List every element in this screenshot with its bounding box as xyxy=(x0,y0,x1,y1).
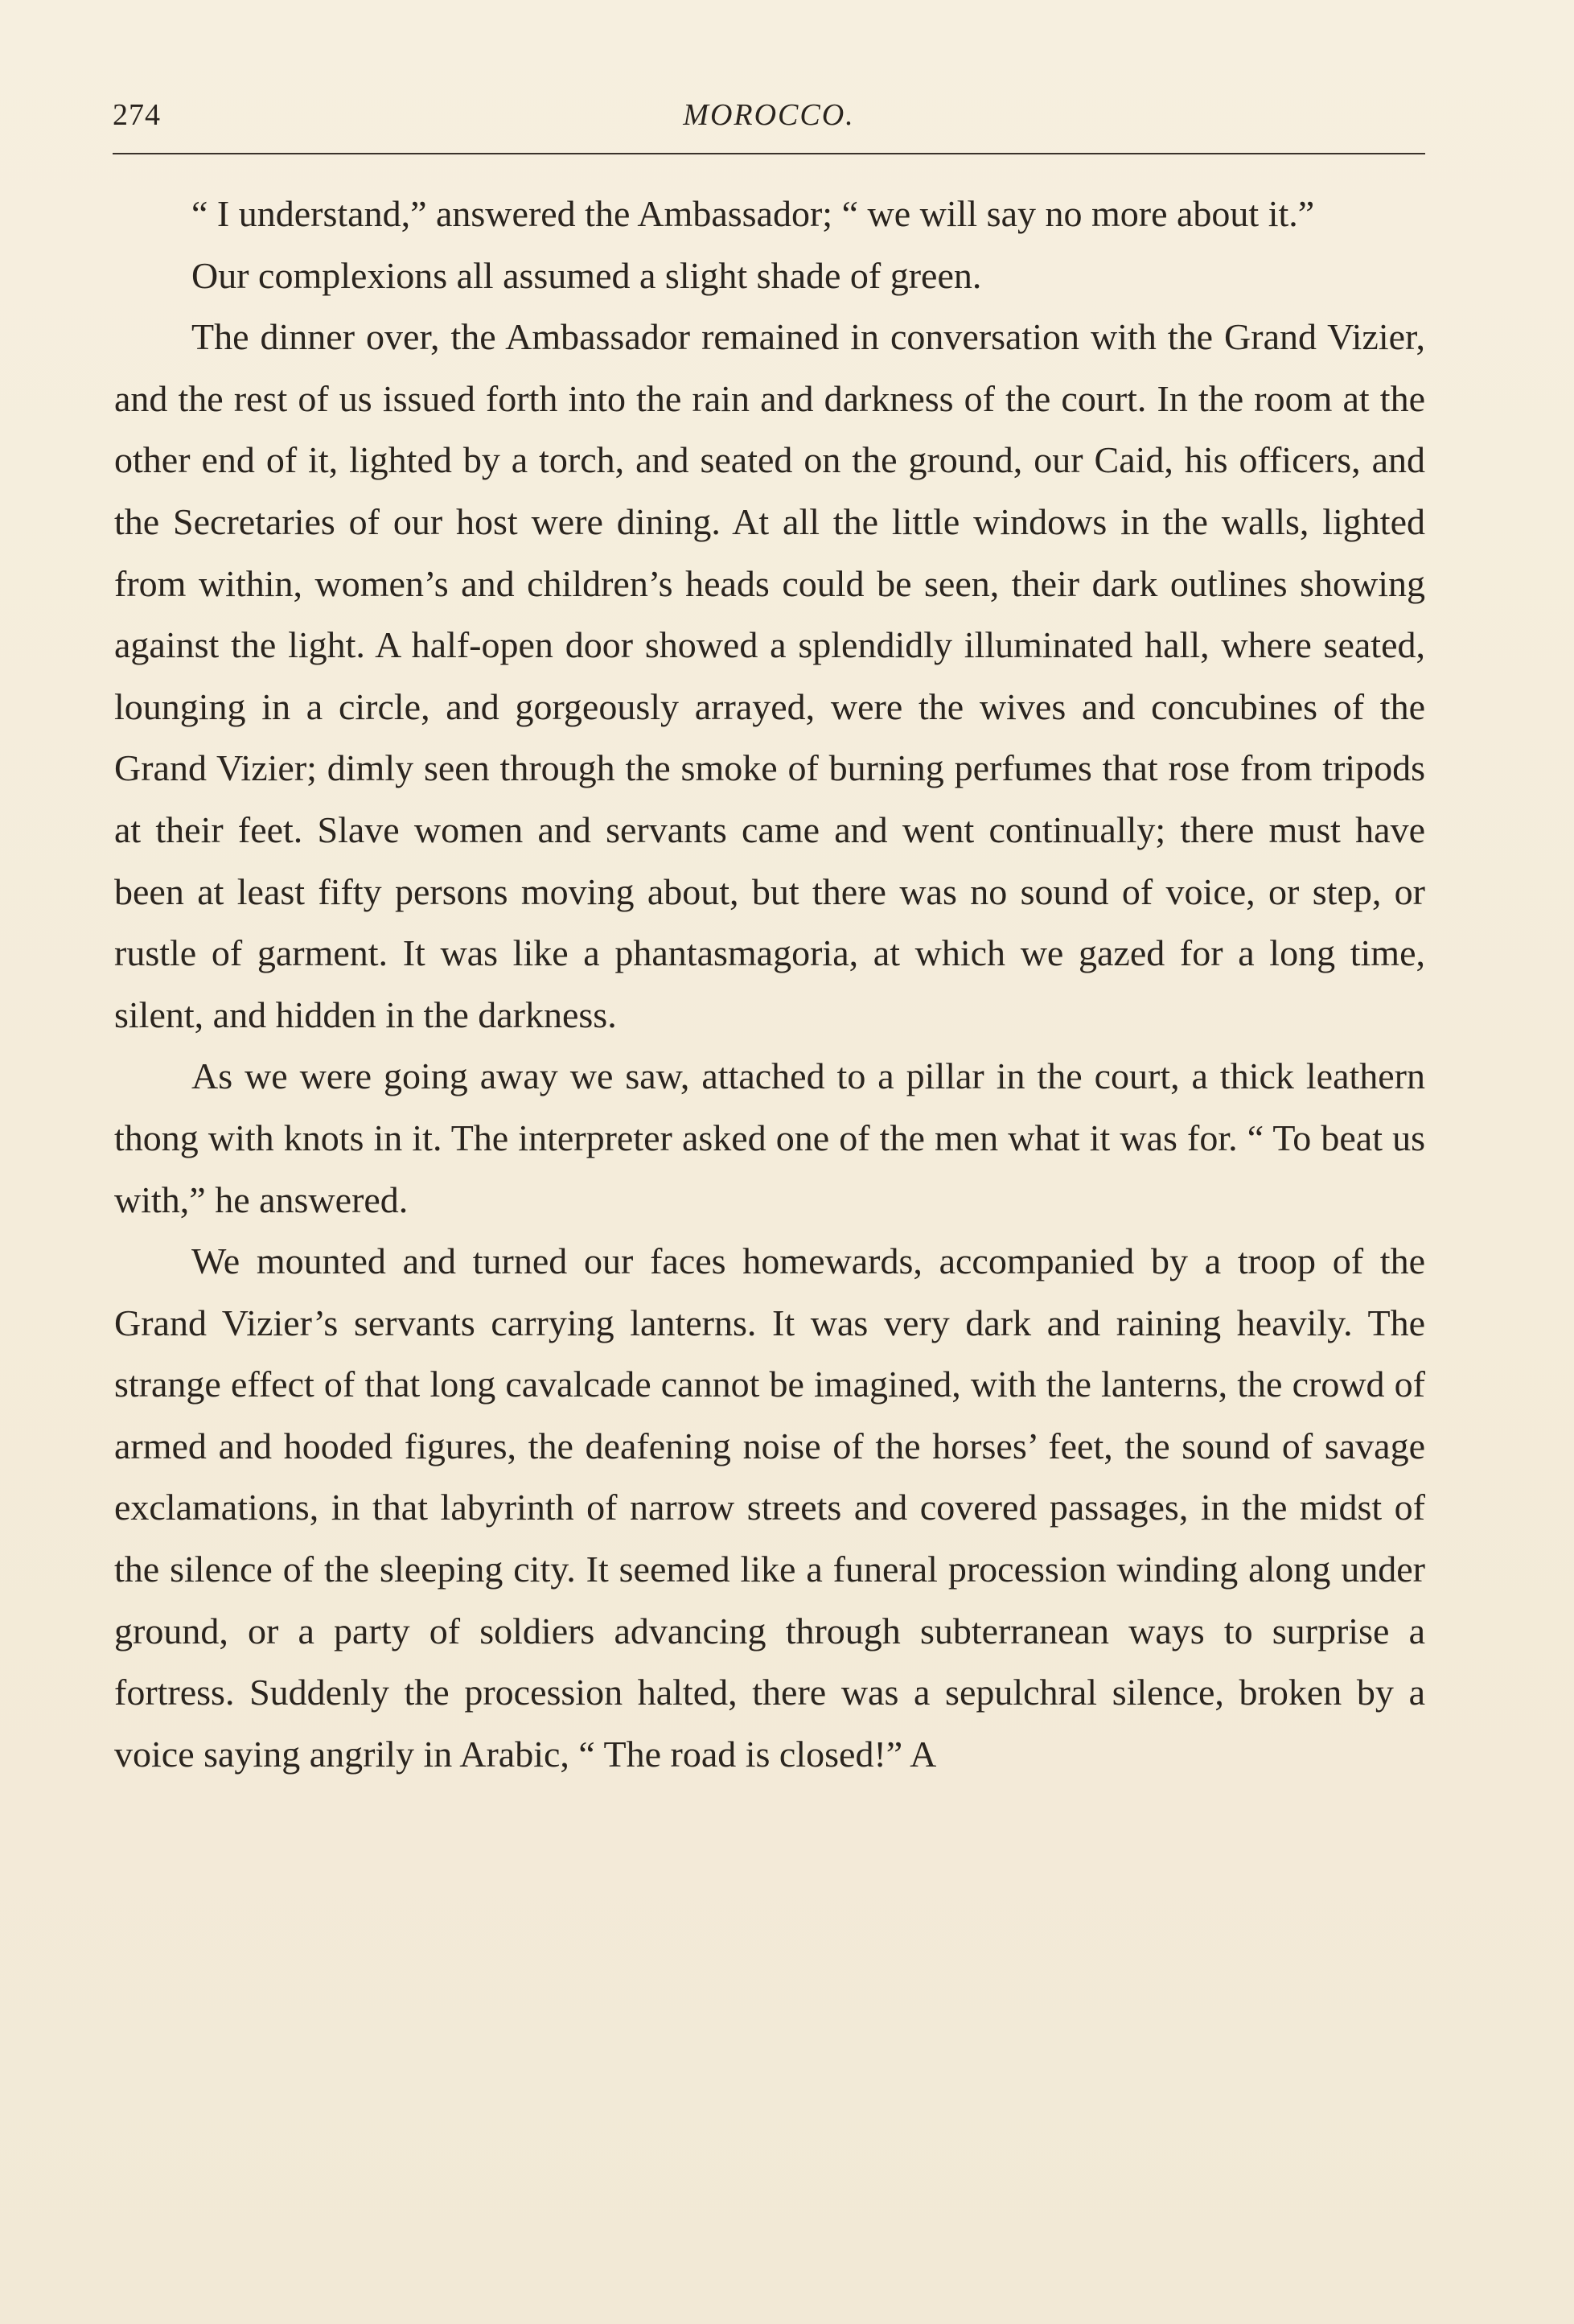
running-title: MOROCCO. xyxy=(683,98,855,132)
body-text xyxy=(114,183,1425,1785)
paragraph: We mounted and turned our faces homewards, accompanied by a troop of the Grand Vizier’s servants carrying lanterns. It was very dark and raining heavily. The strange effect of that long cavalcade cannot be imagined, with the lanterns, the crowd of armed and hooded figures, the deafening noise of the horses’ feet, the sound of savage exclamations, in that labyrinth of narrow streets and covered passages, in the midst of the silence of the sleeping city. It seemed like a funeral procession winding along under ground, or a party of soldiers advancing through subterranean ways to surprise a fortress. Suddenly the procession halted, there was a sepulchral silence, broken by a voice saying angrily in Arabic, “ The road is closed!” A xyxy=(114,1240,1425,1775)
paragraph: As we were going away we saw, attached to a pillar in the court, a thick leathern thong with knots in it. The interpreter asked one of the men what it was for. “ To beat us with,” he answered. xyxy=(114,1055,1425,1220)
page-number: 274 xyxy=(113,98,161,132)
paragraph: The dinner over, the Ambassador remained in conversation with the Grand Vizier, and the rest of us issued forth into the rain and darkness of the court. In the room at the other end of it, lighted by a torch, and seated on the ground, our Caid, his officers, and the Secretaries of our host were dining. At all the little windows in the walls, lighted from within, women’s and children’s heads could be seen, their dark outlines showing against the light. A half-open door showed a splendidly illuminated hall, where seated, lounging in a circle, and gorgeously arrayed, were the wives and concubines of the Grand Vizier; dimly seen through the smoke of burning perfumes that rose from tripods at their feet. Slave women and servants came and went continually; there must have been at least fifty persons moving about, but there was no sound of voice, or step, or rustle of garment. It was like a phantasmagoria, at which we gazed for a long time, silent, and hidden in the darkness. xyxy=(114,316,1425,1035)
paragraph: “ I understand,” answered the Ambassador; “ we will say no more about it.” xyxy=(191,193,1315,234)
header-rule xyxy=(113,153,1425,154)
paragraph: Our complexions all assumed a slight shade of green. xyxy=(191,254,982,296)
running-head xyxy=(113,95,1425,135)
